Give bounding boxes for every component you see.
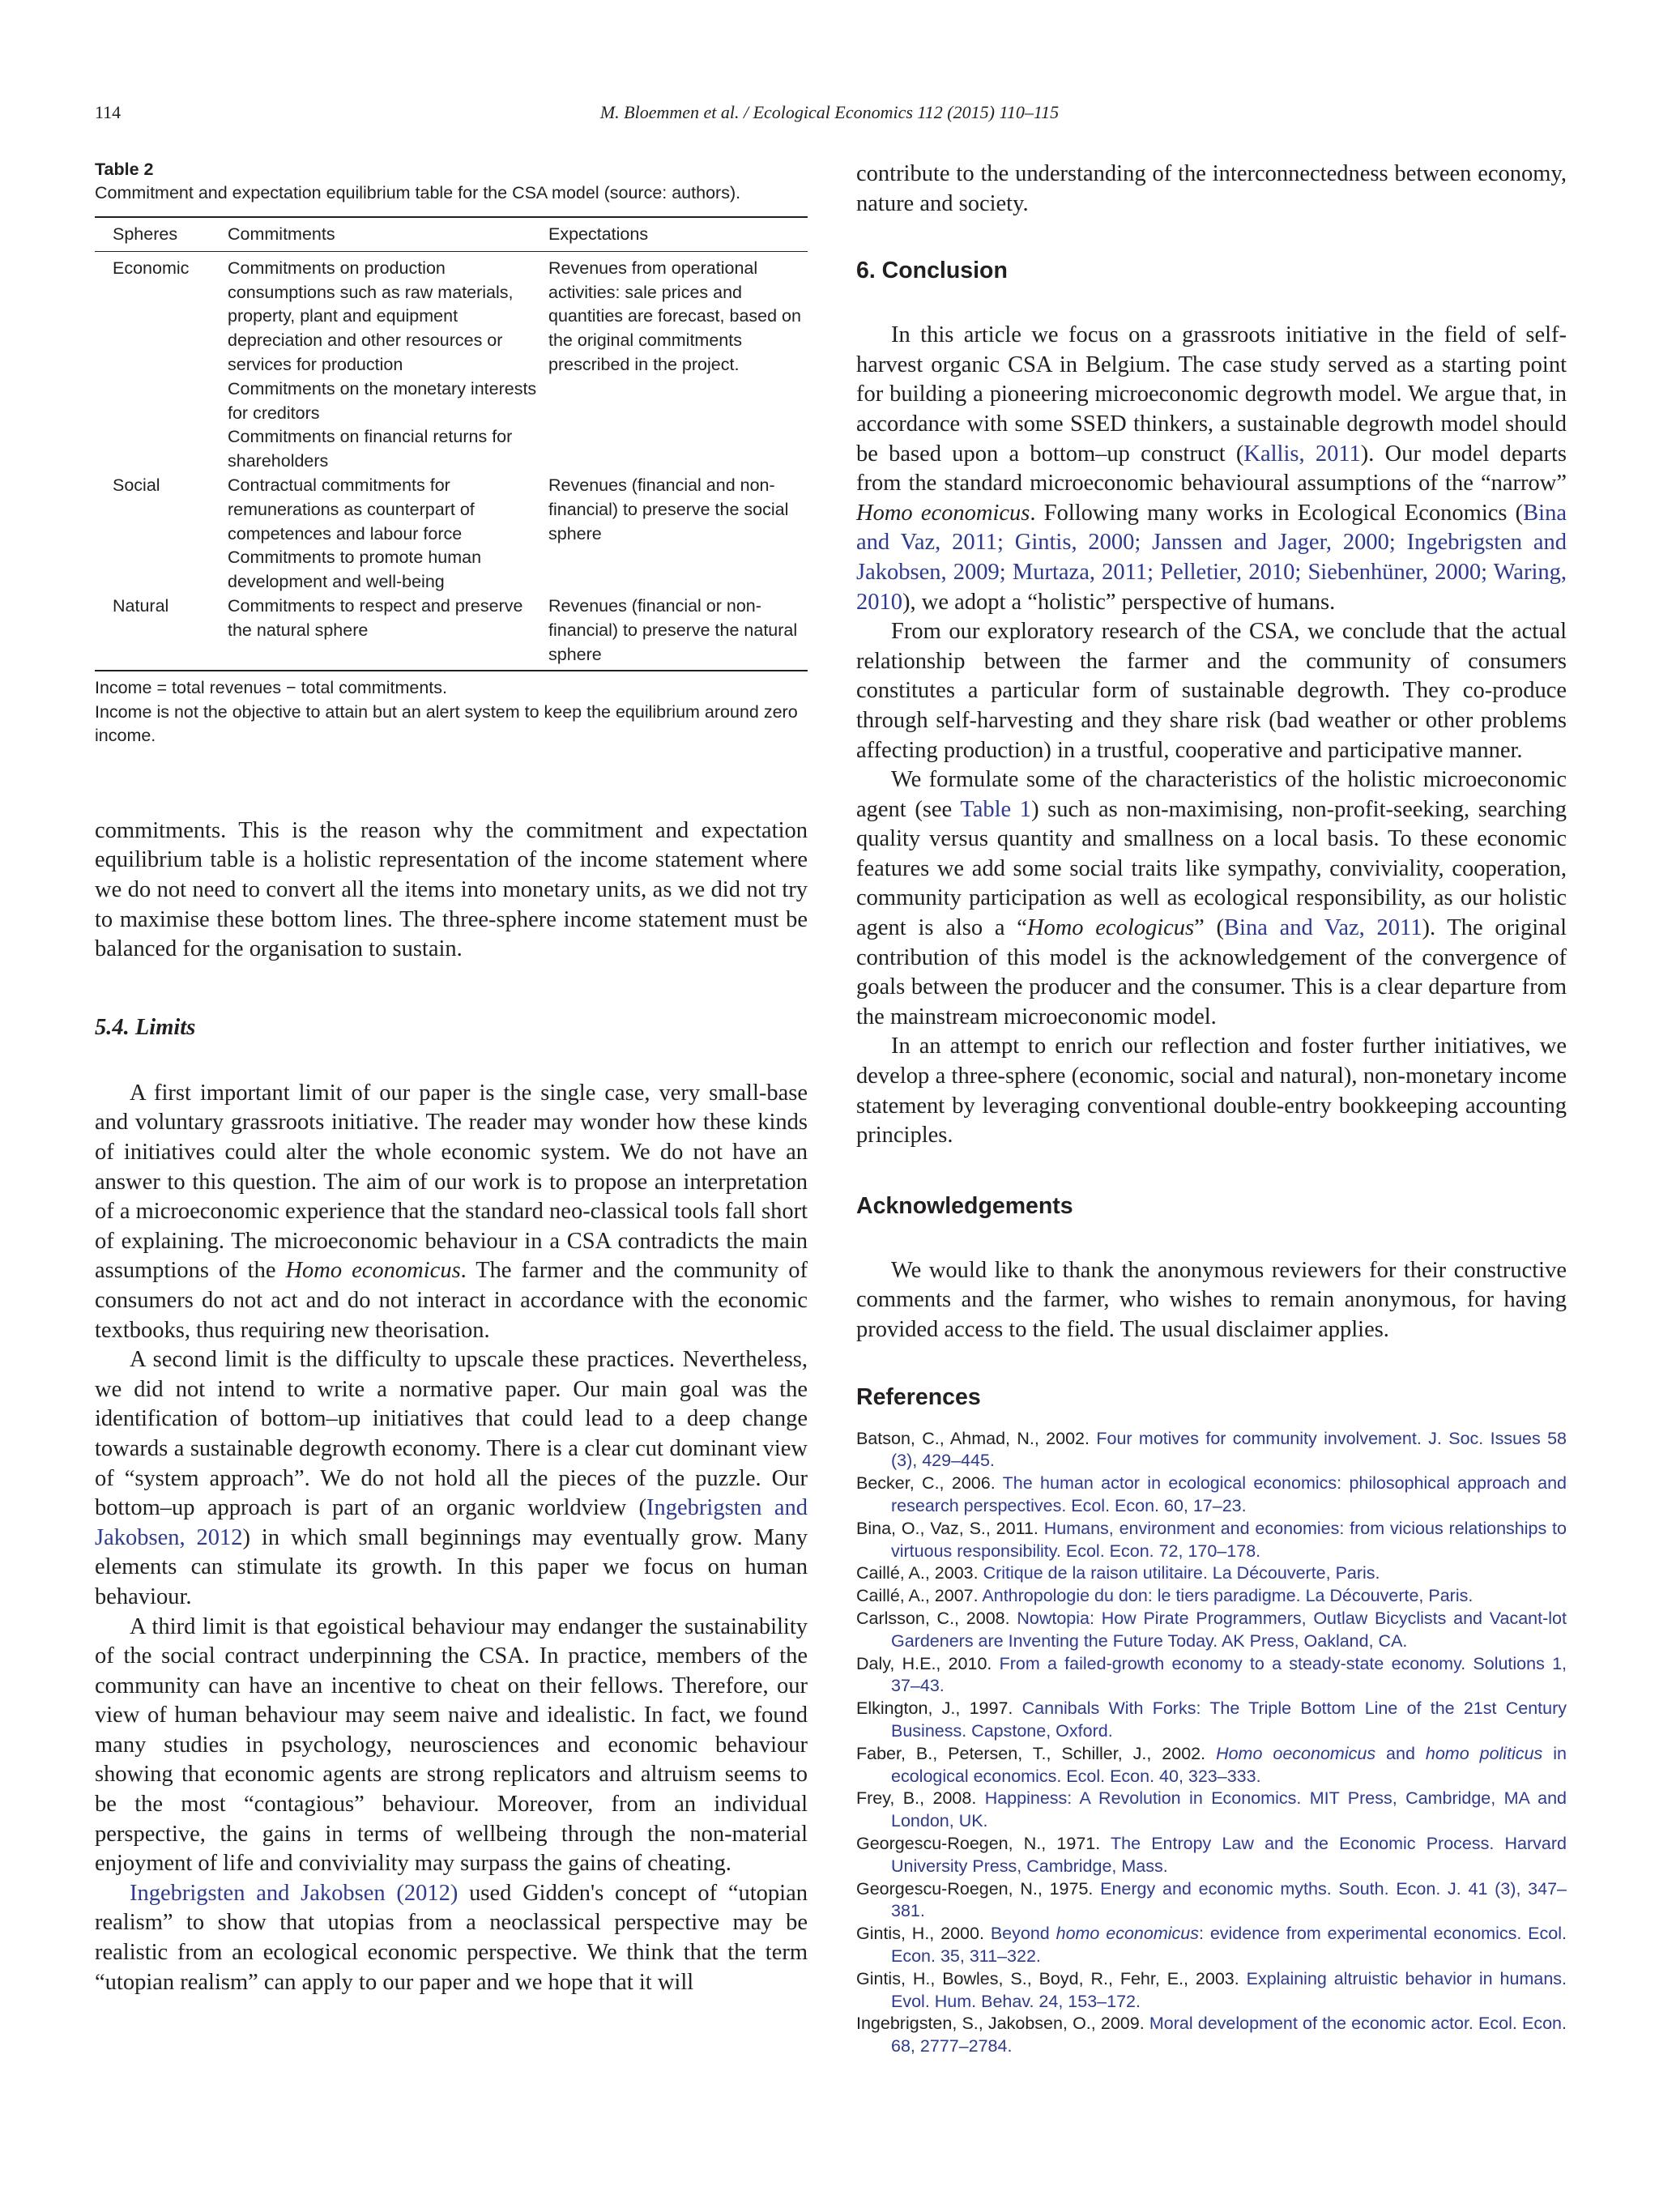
table-label: Table 2 — [95, 160, 154, 179]
reference-link[interactable]: The Entropy Law and the Economic Process. Harvard University Press, Cambridge, Mass. — [891, 1833, 1567, 1876]
paragraph-limit-1: A first important limit of our paper is the single case, very small-base and voluntary grassroots initiative. The reader may wonder how these kinds of initiatives could alter the whole economic system. We do not have an answer to this question. The aim of our work is to propose an interpretation of a microeconomic experience that the standard neo-classical tools fall short of explaining. The microeconomic behaviour in a CSA contradicts the main assumptions of the Homo economicus. The farmer and the community of consumers do not act and do not interact in accordance with the economic textbooks, thus requiring new theorisation. — [95, 1080, 808, 1343]
paragraph-limit-4: Ingebrigsten and Jakobsen (2012) used Gidden's concept of “utopian realism” to show that utopias from a neoclassical perspective may be realistic from an ecological economic perspective. We think that the term “utopian realism” can apply to our paper and we hope that it will — [95, 1880, 808, 1995]
sphere-cell: Natural — [95, 595, 228, 671]
reference-item: Georgescu-Roegen, N., 1971. The Entropy Law and the Economic Process. Harvard University Press, Cambridge, Mass. — [856, 1833, 1567, 1876]
commitments-cell — [228, 251, 548, 474]
paragraph-acknowledgements: We would like to thank the anonymous reviewers for their constructive comments and the farmer, who wishes to remain anonymous, for having provided access to the field. The usual disclaimer applies. — [856, 1257, 1567, 1342]
table-row-social — [95, 474, 808, 595]
reference-item: Frey, B., 2008. Happiness: A Revolution in Economics. MIT Press, Cambridge, MA and London, UK. — [856, 1788, 1567, 1831]
reference-item: Gintis, H., Bowles, S., Boyd, R., Fehr, E., 2003. Explaining altruistic behavior in humans. Evol. Hum. Behav. 24, 153–172. — [856, 1968, 1567, 2011]
col-header-commitments: Commitments — [228, 217, 548, 251]
col-header-expectations: Expectations — [548, 217, 808, 251]
reference-link[interactable]: The human actor in ecological economics: philosophical approach and research perspectives. Ecol. Econ. 60, 17–23. — [891, 1473, 1567, 1515]
reference-link[interactable]: Happiness: A Revolution in Economics. MIT Press, Cambridge, MA and London, UK. — [891, 1788, 1567, 1831]
reference-link[interactable]: Cannibals With Forks: The Triple Bottom Line of the 21st Century Business. Capstone, Oxford. — [891, 1698, 1567, 1741]
reference-link[interactable]: Homo oeconomicus and homo politicus in ecological economics. Ecol. Econ. 40, 323–333. — [891, 1743, 1567, 1786]
commitment-expectation-table — [95, 216, 808, 671]
paragraph-conclusion-1: In this article we focus on a grassroots initiative in the field of self-harvest organic CSA in Belgium. The case study served as a starting point for building a pioneering microeconomic degrowth model. We argue that, in accordance with some SSED thinkers, a sustainable degrowth model should be based upon a bottom–up construct (Kallis, 2011). Our model departs from the standard microeconomic behavioural assumptions of the “narrow” Homo economicus. Following many works in Ecological Economics (Bina and Vaz, 2011; Gintis, 2000; Janssen and Jager, 2000; Ingebrigsten and Jakobsen, 2009; Murtaza, 2011; Pelletier, 2010; Siebenhüner, 2000; Waring, 2010), we adopt a “holistic” perspective of humans. — [856, 322, 1567, 615]
running-header — [95, 102, 1564, 130]
expectations-cell: Revenues (financial and non-financial) to preserve the social sphere — [548, 475, 789, 543]
reference-item: Georgescu-Roegen, N., 1975. Energy and economic myths. South. Econ. J. 41 (3), 347–381. — [856, 1878, 1567, 1921]
paragraph-continued: contribute to the understanding of the interconnectedness between economy, nature and society. — [856, 161, 1567, 216]
commitment-item: Commitments on production consumptions such as raw materials, property, plant and equipment depreciation and other resources or services for production — [228, 258, 514, 374]
commitments-cell — [228, 474, 548, 595]
reference-item: Becker, C., 2006. The human actor in ecological economics: philosophical approach and research perspectives. Ecol. Econ. 60, 17–23. — [856, 1473, 1567, 1515]
table-footnote: Income = total revenues − total commitments. — [95, 678, 447, 698]
reference-item: Caillé, A., 2007. Anthropologie du don: le tiers paradigme. La Découverte, Paris. — [856, 1586, 1473, 1606]
paragraph-limit-2: A second limit is the difficulty to upscale these practices. Nevertheless, we did not intend to write a normative paper. Our main goal was the identification of bottom–up initiatives that could lead to a deep change towards a sustainable degrowth economy. There is a clear cut dominant view of “system approach”. We do not hold all the pieces of the puzzle. Our bottom–up approach is part of an organic worldview (Ingebrigsten and Jakobsen, 2012) in which small beginnings may eventually grow. Many elements can stimulate its growth. In this paper we focus on human behaviour. — [95, 1347, 808, 1609]
reference-link[interactable]: Moral development of the economic actor. Ecol. Econ. 68, 2777–2784. — [891, 2014, 1567, 2056]
expectations-cell: Revenues from operational activities: sale prices and quantities are forecast, based on the original commitments prescribed in the project. — [548, 258, 801, 374]
col-header-spheres: Spheres — [95, 217, 228, 251]
reference-link[interactable]: Critique de la raison utilitaire. La Découverte, Paris. — [983, 1563, 1380, 1583]
reference-list — [856, 1428, 1567, 2058]
right-column — [856, 160, 1567, 2058]
reference-link[interactable]: Four motives for community involvement. J. Soc. Issues 58 (3), 429–445. — [891, 1428, 1567, 1471]
paragraph-continued: commitments. This is the reason why the commitment and expectation equilibrium table is a holistic representation of the income statement where we do not need to convert all the items into monetary units, as we did not try to maximise these bottom lines. The three-sphere income statement must be balanced for the organisation to sustain. — [95, 817, 808, 962]
section-heading-limits: 5.4. Limits — [95, 1014, 196, 1040]
reference-link[interactable]: Nowtopia: How Pirate Programmers, Outlaw Bicyclists and Vacant-lot Gardeners are Inventing the Future Today. AK Press, Oakland, CA. — [891, 1608, 1567, 1651]
reference-item: Bina, O., Vaz, S., 2011. Humans, environment and economies: from vicious relationships to virtuous responsibility. Ecol. Econ. 72, 170–178. — [856, 1518, 1567, 1561]
reference-item: Elkington, J., 1997. Cannibals With Forks: The Triple Bottom Line of the 21st Century Business. Capstone, Oxford. — [856, 1698, 1567, 1741]
paragraph-conclusion-2: From our exploratory research of the CSA, we conclude that the actual relationship between the farmer and the community of consumers constitutes a particular form of sustainable degrowth. They co-produce through self-harvesting and they share risk (bad weather or other problems affecting production) in a trustful, cooperative and participative manner. — [856, 619, 1567, 763]
reference-link[interactable]: Anthropologie du don: le tiers paradigme. La Découverte, Paris. — [982, 1586, 1473, 1606]
citation-link[interactable]: Kallis, 2011 — [1243, 441, 1361, 467]
citation-link[interactable]: Bina and Vaz, 2011 — [1224, 915, 1422, 941]
reference-link[interactable]: Humans, environment and economies: from vicious relationships to virtuous responsibility. Ecol. Econ. 72, 170–178. — [891, 1518, 1567, 1561]
table-row-natural — [95, 595, 808, 671]
reference-item: Caillé, A., 2003. Critique de la raison utilitaire. La Découverte, Paris. — [856, 1563, 1380, 1583]
commitment-item: Contractual commitments for remunerations as counterpart of competences and labour force — [228, 475, 475, 543]
left-column — [95, 160, 808, 1997]
commitment-item: Commitments to respect and preserve the natural sphere — [228, 595, 523, 640]
reference-item: Gintis, H., 2000. Beyond homo economicus: evidence from experimental economics. Ecol. Econ. 35, 311–322. — [856, 1924, 1567, 1966]
citation-link[interactable]: Table 1 — [960, 796, 1032, 822]
reference-link[interactable]: Energy and economic myths. South. Econ. J. 41 (3), 347–381. — [891, 1878, 1567, 1921]
section-heading-references: References — [856, 1383, 981, 1410]
section-heading-conclusion: 6. Conclusion — [856, 258, 1008, 284]
citation-link[interactable]: Ingebrigsten and Jakobsen (2012) — [130, 1880, 458, 1906]
paragraph-limit-3: A third limit is that egoistical behaviour may endanger the sustainability of the social contract underpinning the CSA. In practice, members of the community can have an incentive to cheat on their fellows. Therefore, our view of human behaviour may seem naive and idealistic. In fact, we found many studies in psychology, neurosciences and economic behaviour showing that economic agents are strong replicators and altruism seems to be the most “contagious” behaviour. Moreover, from an individual perspective, the gains in terms of wellbeing through the non-material enjoyment of life and conviviality may surpass the gains of cheating. — [95, 1613, 808, 1877]
section-heading-acknowledgements: Acknowledgements — [856, 1192, 1073, 1219]
table-footnote: Income is not the objective to attain but an alert system to keep the equilibrium around zero income. — [95, 701, 798, 746]
commitment-item: Commitments to promote human development and well-being — [228, 548, 482, 592]
reference-item: Carlsson, C., 2008. Nowtopia: How Pirate Programmers, Outlaw Bicyclists and Vacant-lot Gardeners are Inventing the Future Today. AK Press, Oakland, CA. — [856, 1608, 1567, 1651]
reference-item: Daly, H.E., 2010. From a failed-growth economy to a steady-state economy. Solutions 1, 37–43. — [856, 1653, 1567, 1696]
commitment-item: Commitments on the monetary interests for creditors — [228, 378, 537, 423]
running-head: M. Bloemmen et al. / Ecological Economics 112 (2015) 110–115 — [599, 102, 1060, 122]
reference-link[interactable]: Beyond homo economicus: evidence from experimental economics. Ecol. Econ. 35, 311–322. — [891, 1924, 1567, 1966]
citation-link[interactable]: Ingebrigsten and Jakobsen, 2012 — [95, 1495, 808, 1550]
page-number: 114 — [95, 102, 122, 122]
commitments-cell — [228, 595, 548, 671]
reference-link[interactable]: Explaining altruistic behavior in humans. Evol. Hum. Behav. 24, 153–172. — [891, 1968, 1567, 2011]
paragraph-conclusion-4: In an attempt to enrich our reflection and foster further initiatives, we develop a three-sphere (economic, social and natural), non-monetary income statement by leveraging conventional double-entry bookkeeping accounting principles. — [856, 1034, 1567, 1149]
commitment-item: Commitments on financial returns for shareholders — [228, 427, 513, 471]
citation-link[interactable]: Bina and Vaz, 2011; Gintis, 2000; Janssen and Jager, 2000; Ingebrigsten and Jakobsen, 2009; Murtaza, 2011; Pelletier, 2010; Siebenhüner, 2000; Waring, 2010 — [856, 500, 1567, 615]
sphere-cell: Social — [113, 475, 160, 495]
reference-item: Faber, B., Petersen, T., Schiller, J., 2002. Homo oeconomicus and homo politicus in ecological economics. Ecol. Econ. 40, 323–333. — [856, 1743, 1567, 1786]
reference-item: Ingebrigsten, S., Jakobsen, O., 2009. Moral development of the economic actor. Ecol. Econ. 68, 2777–2784. — [856, 2014, 1567, 2056]
table-footnotes — [95, 676, 808, 748]
table-caption: Commitment and expectation equilibrium table for the CSA model (source: authors). — [95, 183, 741, 202]
table-header-row — [95, 217, 808, 251]
reference-link[interactable]: From a failed-growth economy to a steady-state economy. Solutions 1, 37–43. — [891, 1653, 1567, 1696]
reference-item: Batson, C., Ahmad, N., 2002. Four motives for community involvement. J. Soc. Issues 58 (3), 429–445. — [856, 1428, 1567, 1471]
sphere-cell: Economic — [113, 258, 190, 278]
expectations-cell: Revenues (financial or non-financial) to preserve the natural sphere — [548, 595, 808, 671]
table-row-economic — [95, 251, 808, 474]
paragraph-conclusion-3: We formulate some of the characteristics of the holistic microeconomic agent (see Table 1) such as non-maximising, non-profit-seeking, searching quality versus quantity and smallness on a local basis. To these economic features we add some social traits like sympathy, conviviality, cooperation, community participation as well as ecological responsibility, as our holistic agent is also a “Homo ecologicus” (Bina and Vaz, 2011). The original contribution of this model is the acknowledgement of the convergence of goals between the producer and the consumer. This is a clear departure from the mainstream microeconomic model. — [856, 767, 1567, 1029]
